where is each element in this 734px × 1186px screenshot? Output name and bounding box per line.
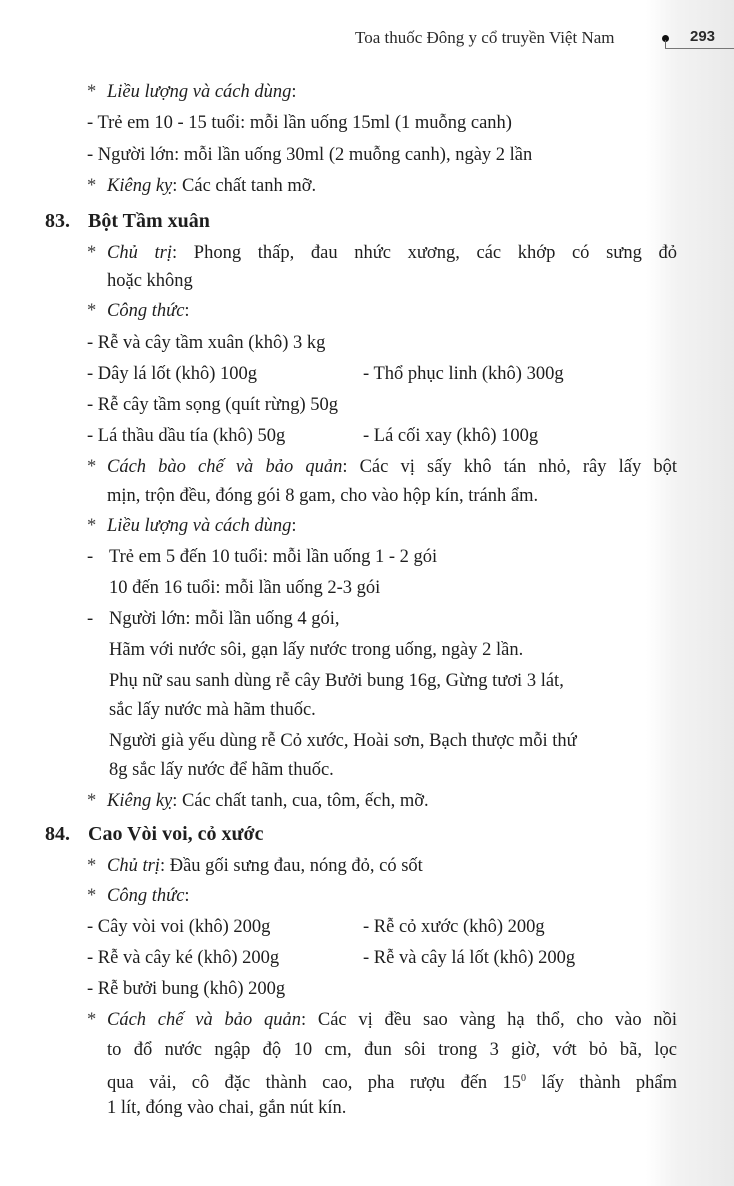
s83-avoid-label: Kiêng kỵ [107, 791, 173, 811]
s83-dosage-child-1: Trẻ em 5 đến 10 tuổi: mỗi lần uống 1 - 2 gói [109, 547, 438, 567]
s84-prep-text-3a: qua vải, cô đặc thành cao, pha rượu đến 15 [107, 1073, 522, 1094]
s83-indication [87, 241, 677, 265]
prev-avoid-label: Kiêng kỵ [107, 176, 173, 196]
s83-prep-label: Cách bào chế và bảo quản [107, 457, 343, 477]
s84-ingredient: - Rễ cỏ xước (khô) 200g [363, 917, 545, 937]
s83-ingredient: - Rễ và cây tầm xuân (khô) 3 kg [87, 333, 326, 353]
s83-prep-text: : Các vị sấy khô tán nhỏ, rây lấy bột [342, 457, 678, 477]
dash: - [87, 609, 94, 629]
section-title: Bột Tầm xuân [88, 210, 210, 232]
colon: : [291, 82, 297, 102]
section-title: Cao Vòi voi, cỏ xước [88, 823, 264, 845]
s84-prep-text-2: to đổ nước ngập độ 10 cm, đun sôi trong 3 giờ, vớt bỏ bã, lọc [107, 1040, 677, 1060]
asterisk: * [87, 886, 97, 906]
s83-avoid [87, 789, 429, 813]
degree-superscript: 0 [521, 1073, 527, 1084]
section-84-heading [45, 822, 263, 846]
s83-dosage-adult-1: Người lớn: mỗi lần uống 4 gói, [109, 609, 340, 629]
prev-dosage-line-1: - Trẻ em 10 - 15 tuổi: mỗi lần uống 15ml (1 muỗng canh) [87, 113, 512, 133]
s83-dosage-child-2: 10 đến 16 tuổi: mỗi lần uống 2-3 gói [109, 578, 381, 598]
header-rule [665, 48, 734, 49]
colon: : [184, 886, 190, 906]
s83-avoid-text: : Các chất tanh, cua, tôm, ếch, mỡ. [172, 791, 429, 811]
s84-prep-text-3b: lấy thành phẩm [526, 1073, 677, 1094]
asterisk: * [87, 301, 97, 321]
asterisk: * [87, 176, 97, 196]
s83-ingredient: - Lá cối xay (khô) 100g [363, 426, 539, 446]
s83-formula-heading [87, 299, 190, 323]
page-header [0, 26, 734, 56]
asterisk: * [87, 1010, 97, 1030]
header-rule-stem [665, 40, 666, 48]
s84-prep-cont-2 [107, 1067, 677, 1095]
s83-ingredient: - Dây lá lốt (khô) 100g [87, 364, 258, 384]
prev-avoid-text: : Các chất tanh mỡ. [172, 176, 317, 196]
s83-dosage-elder-1: Người già yếu dùng rễ Cỏ xước, Hoài sơn, Bạch thược mỗi thứ [109, 731, 577, 751]
asterisk: * [87, 243, 97, 263]
asterisk: * [87, 457, 97, 477]
s83-ingredient: - Thổ phục linh (khô) 300g [363, 364, 564, 384]
dash: - [87, 547, 94, 567]
s83-dosage-label: Liều lượng và cách dùng [107, 516, 292, 536]
prev-dosage-line-2: - Người lớn: mỗi lần uống 30ml (2 muỗng canh), ngày 2 lần [87, 145, 533, 165]
prev-dosage-heading [87, 80, 297, 104]
s83-indication-text: : Phong thấp, đau nhức xương, các khớp có sưng đỏ [171, 243, 677, 263]
section-83-heading [45, 209, 210, 233]
s83-dosage-elder-2: 8g sắc lấy nước để hãm thuốc. [109, 760, 334, 780]
s84-prep [87, 1008, 677, 1032]
s83-ingredient: - Lá thầu dầu tía (khô) 50g [87, 426, 286, 446]
s83-dosage-adult-2: Hãm với nước sôi, gạn lấy nước trong uống, ngày 2 lần. [109, 640, 524, 660]
s83-formula-label: Công thức [107, 301, 185, 321]
s84-indication [87, 854, 423, 878]
s84-indication-text: : Đầu gối sưng đau, nóng đỏ, có sốt [159, 856, 423, 876]
s83-prep-cont: mịn, trộn đều, đóng gói 8 gam, cho vào hộp kín, tránh ẩm. [107, 486, 539, 506]
s84-prep-text: : Các vị đều sao vàng hạ thổ, cho vào nồi [300, 1010, 677, 1030]
s83-dosage-child [87, 545, 437, 569]
s83-ingredient: - Rễ cây tầm sọng (quít rừng) 50g [87, 395, 338, 415]
s84-prep-label: Cách chế và bảo quản [107, 1010, 301, 1030]
colon: : [184, 301, 190, 321]
prev-avoid [87, 174, 316, 198]
page-number: 293 [690, 28, 716, 45]
section-number: 84. [45, 823, 70, 845]
s84-ingredient: - Rễ và cây lá lốt (khô) 200g [363, 948, 576, 968]
s84-prep-cont-1 [107, 1038, 677, 1062]
colon: : [291, 516, 297, 536]
s83-indication-label: Chủ trị [107, 243, 172, 263]
s83-prep [87, 455, 677, 479]
s83-dosage-heading [87, 514, 297, 538]
section-number: 83. [45, 210, 70, 232]
asterisk: * [87, 791, 97, 811]
s84-indication-label: Chủ trị [107, 856, 160, 876]
s83-dosage-women-2: sắc lấy nước mà hãm thuốc. [109, 700, 316, 720]
s84-prep-cont-3: 1 lít, đóng vào chai, gắn nút kín. [107, 1098, 347, 1118]
s83-dosage-adult [87, 607, 340, 631]
s84-formula-heading [87, 884, 190, 908]
asterisk: * [87, 82, 97, 102]
s84-ingredient: - Rễ bưởi bung (khô) 200g [87, 979, 286, 999]
s84-ingredient: - Cây vòi voi (khô) 200g [87, 917, 271, 937]
s84-ingredient: - Rễ và cây ké (khô) 200g [87, 948, 280, 968]
s84-formula-label: Công thức [107, 886, 185, 906]
running-title: Toa thuốc Đông y cổ truyền Việt Nam [355, 28, 615, 47]
prev-dosage-label: Liều lượng và cách dùng [107, 82, 292, 102]
s83-dosage-women-1: Phụ nữ sau sanh dùng rễ cây Bưởi bung 16g, Gừng tươi 3 lát, [109, 671, 564, 691]
asterisk: * [87, 856, 97, 876]
asterisk: * [87, 516, 97, 536]
s83-indication-cont: hoặc không [107, 271, 193, 291]
